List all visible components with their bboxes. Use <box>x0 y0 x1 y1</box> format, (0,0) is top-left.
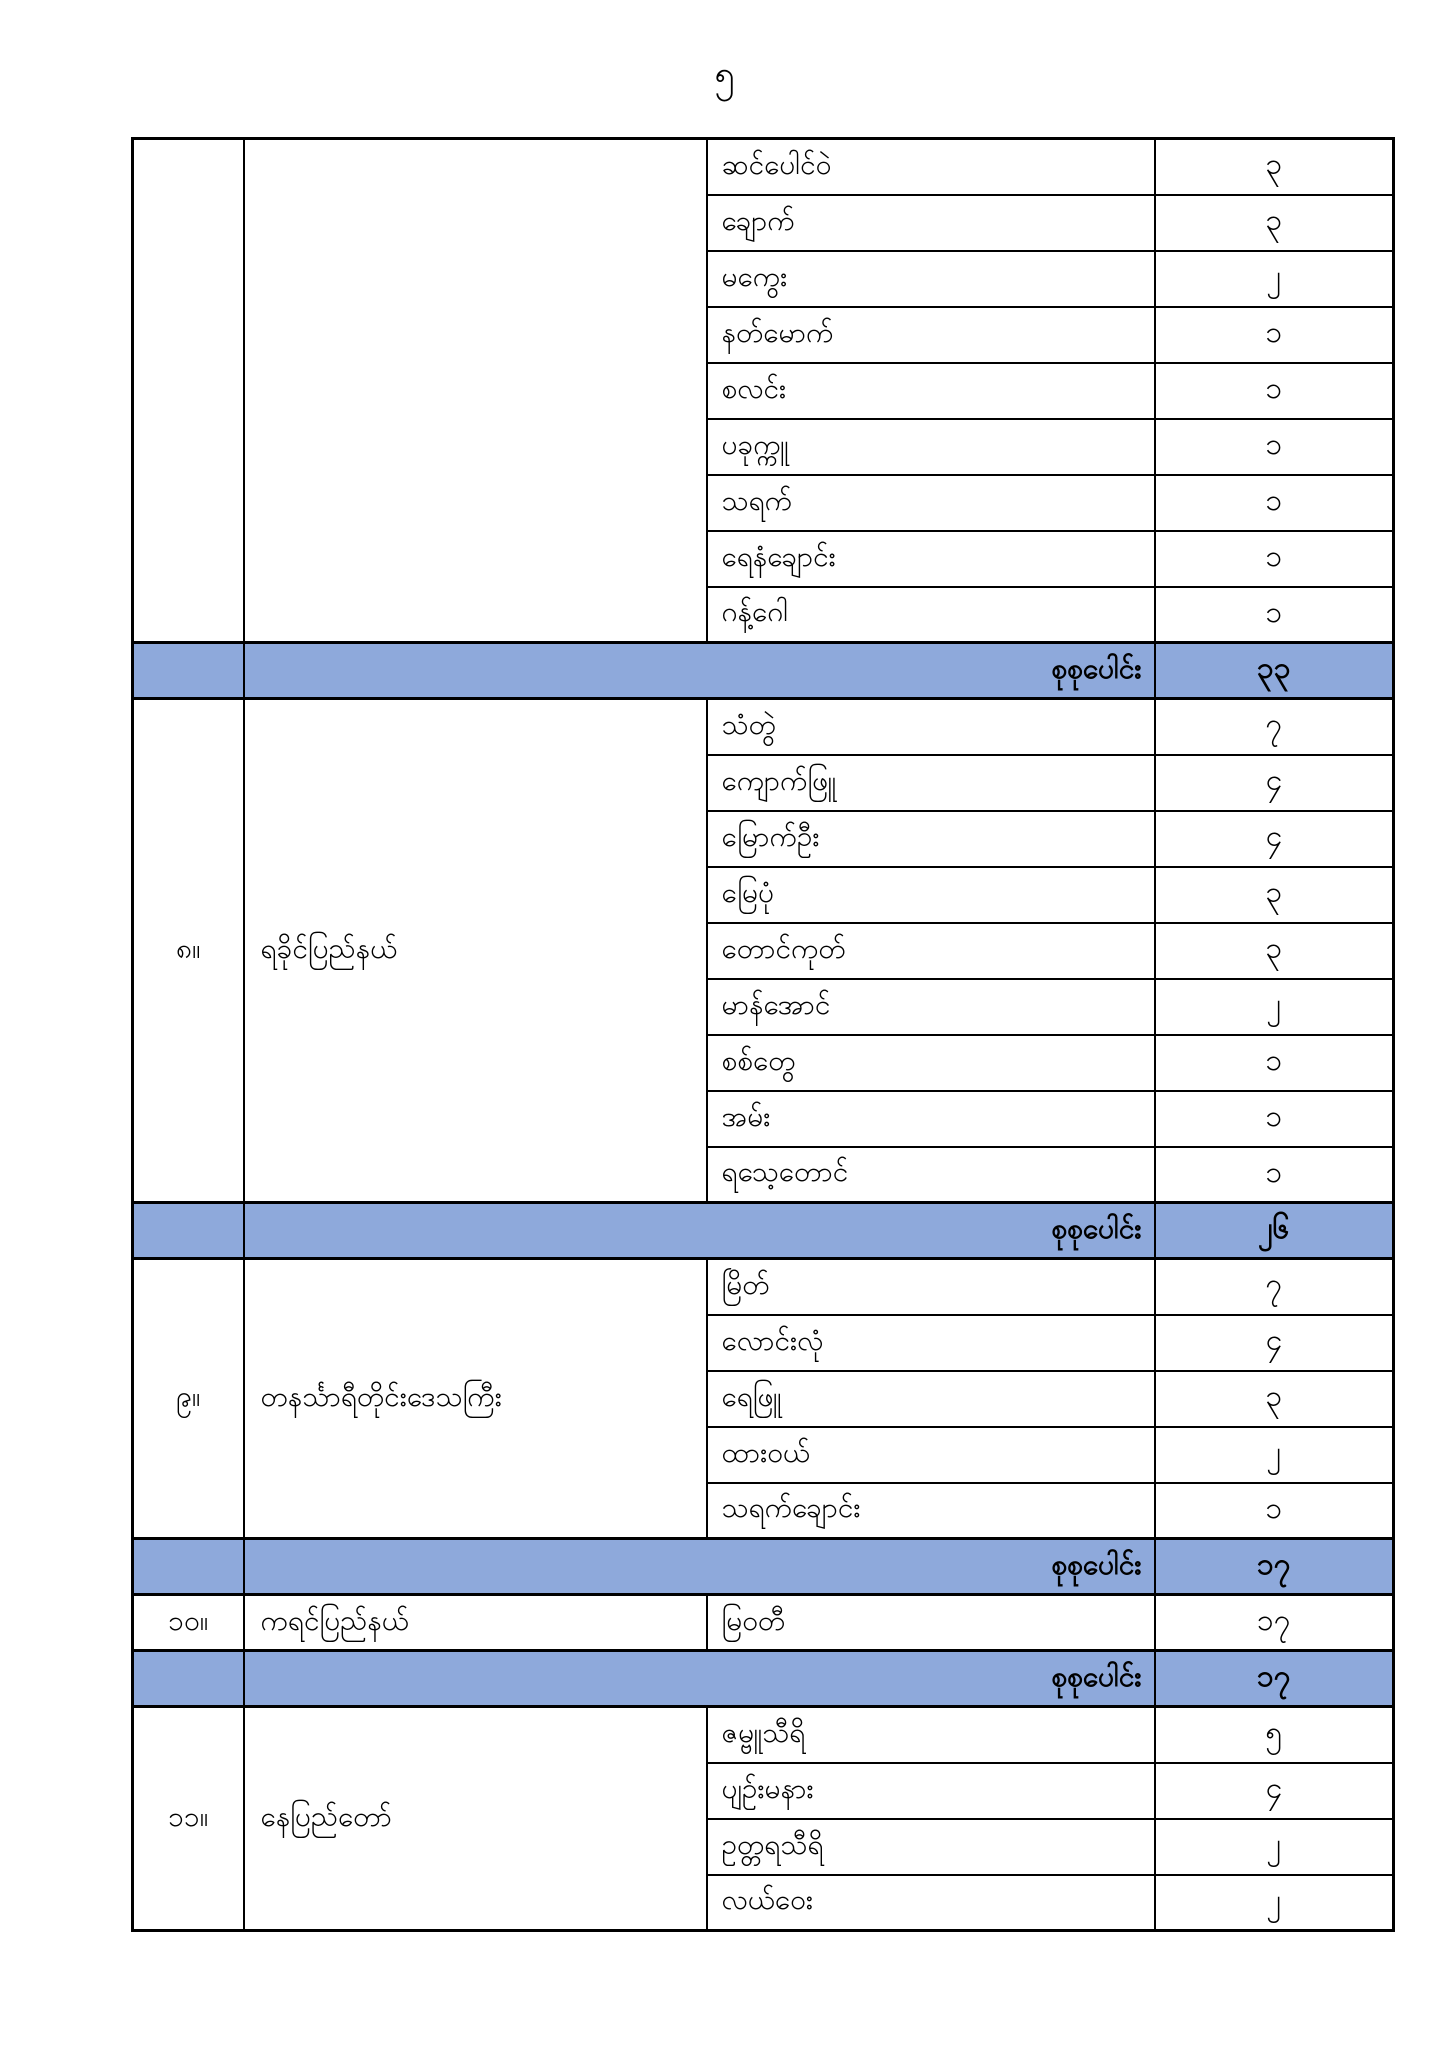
township-cell: ပျဉ်းမနား <box>707 1763 1155 1819</box>
total-count-cell: ၂၆ <box>1155 1203 1394 1259</box>
township-cell: စစ်တွေ <box>707 1035 1155 1091</box>
count-cell: ၂ <box>1155 1875 1394 1931</box>
township-cell: မြေပုံ <box>707 867 1155 923</box>
count-cell: ၁ <box>1155 587 1394 643</box>
township-cell: ကျောက်ဖြူ <box>707 755 1155 811</box>
total-blank-cell <box>133 1203 244 1259</box>
township-cell: ရေဖြူ <box>707 1371 1155 1427</box>
count-cell: ၁ <box>1155 363 1394 419</box>
total-label-cell: စုစုပေါင်း <box>244 1651 1155 1707</box>
township-cell: လောင်းလုံ <box>707 1315 1155 1371</box>
township-cell: မြောက်ဦး <box>707 811 1155 867</box>
count-cell: ၇ <box>1155 699 1394 755</box>
township-cell: ဂန့်ဂေါ <box>707 587 1155 643</box>
section-number-cell: ၉။ <box>133 1259 244 1539</box>
table-row <box>133 1707 1394 1763</box>
township-cell: ချောက် <box>707 195 1155 251</box>
total-count-cell: ၃၃ <box>1155 643 1394 699</box>
total-blank-cell <box>133 1651 244 1707</box>
count-cell: ၁၇ <box>1155 1595 1394 1651</box>
township-cell: ဇမ္ဗူသီရိ <box>707 1707 1155 1763</box>
township-count-table <box>131 137 1395 1932</box>
township-cell: ဆင်ပေါင်ဝဲ <box>707 139 1155 195</box>
count-cell: ၁ <box>1155 307 1394 363</box>
table-row <box>133 1595 1394 1651</box>
count-cell: ၂ <box>1155 979 1394 1035</box>
township-cell: ရေနံချောင်း <box>707 531 1155 587</box>
township-cell: ရသေ့တောင် <box>707 1147 1155 1203</box>
count-cell: ၃ <box>1155 195 1394 251</box>
township-cell: သရက်ချောင်း <box>707 1483 1155 1539</box>
total-label-cell: စုစုပေါင်း <box>244 643 1155 699</box>
count-cell: ၂ <box>1155 1427 1394 1483</box>
region-name-cell: တနင်္သာရီတိုင်းဒေသကြီး <box>244 1259 707 1539</box>
township-cell: စလင်း <box>707 363 1155 419</box>
section-number-cell: ၈။ <box>133 699 244 1203</box>
page-number: ၅ <box>714 53 735 94</box>
total-row <box>133 643 1394 699</box>
township-cell: နတ်မောက် <box>707 307 1155 363</box>
count-cell: ၁ <box>1155 1091 1394 1147</box>
township-cell: မြဝတီ <box>707 1595 1155 1651</box>
township-cell: သရက် <box>707 475 1155 531</box>
section-number-cell <box>133 139 244 643</box>
township-cell: သံတွဲ <box>707 699 1155 755</box>
count-cell: ၄ <box>1155 755 1394 811</box>
count-cell: ၇ <box>1155 1259 1394 1315</box>
total-row <box>133 1539 1394 1595</box>
section-number-cell: ၁၀။ <box>133 1595 244 1651</box>
region-name-cell: ကရင်ပြည်နယ် <box>244 1595 707 1651</box>
region-name-cell: နေပြည်တော် <box>244 1707 707 1931</box>
count-cell: ၄ <box>1155 811 1394 867</box>
total-blank-cell <box>133 643 244 699</box>
region-name-cell: ရခိုင်ပြည်နယ် <box>244 699 707 1203</box>
count-cell: ၅ <box>1155 1707 1394 1763</box>
total-blank-cell <box>133 1539 244 1595</box>
region-name-cell <box>244 139 707 643</box>
table-row <box>133 699 1394 755</box>
count-cell: ၂ <box>1155 251 1394 307</box>
total-row <box>133 1203 1394 1259</box>
township-cell: တောင်ကုတ် <box>707 923 1155 979</box>
count-cell: ၄ <box>1155 1315 1394 1371</box>
count-cell: ၁ <box>1155 1483 1394 1539</box>
count-cell: ၃ <box>1155 923 1394 979</box>
count-cell: ၃ <box>1155 139 1394 195</box>
township-cell: မကွေး <box>707 251 1155 307</box>
count-cell: ၁ <box>1155 475 1394 531</box>
table-row <box>133 139 1394 195</box>
total-row <box>133 1651 1394 1707</box>
township-cell: လယ်ဝေး <box>707 1875 1155 1931</box>
total-count-cell: ၁၇ <box>1155 1651 1394 1707</box>
count-cell: ၄ <box>1155 1763 1394 1819</box>
total-label-cell: စုစုပေါင်း <box>244 1203 1155 1259</box>
total-count-cell: ၁၇ <box>1155 1539 1394 1595</box>
total-label-cell: စုစုပေါင်း <box>244 1539 1155 1595</box>
section-number-cell: ၁၁။ <box>133 1707 244 1931</box>
count-cell: ၃ <box>1155 1371 1394 1427</box>
township-cell: ထားဝယ် <box>707 1427 1155 1483</box>
count-cell: ၂ <box>1155 1819 1394 1875</box>
township-cell: ဥတ္တရသီရိ <box>707 1819 1155 1875</box>
count-cell: ၁ <box>1155 1035 1394 1091</box>
township-cell: ပခုက္ကူ <box>707 419 1155 475</box>
township-cell: မြိတ် <box>707 1259 1155 1315</box>
township-cell: မာန်အောင် <box>707 979 1155 1035</box>
count-cell: ၁ <box>1155 1147 1394 1203</box>
count-cell: ၁ <box>1155 419 1394 475</box>
count-cell: ၃ <box>1155 867 1394 923</box>
count-cell: ၁ <box>1155 531 1394 587</box>
table-row <box>133 1259 1394 1315</box>
township-cell: အမ်း <box>707 1091 1155 1147</box>
